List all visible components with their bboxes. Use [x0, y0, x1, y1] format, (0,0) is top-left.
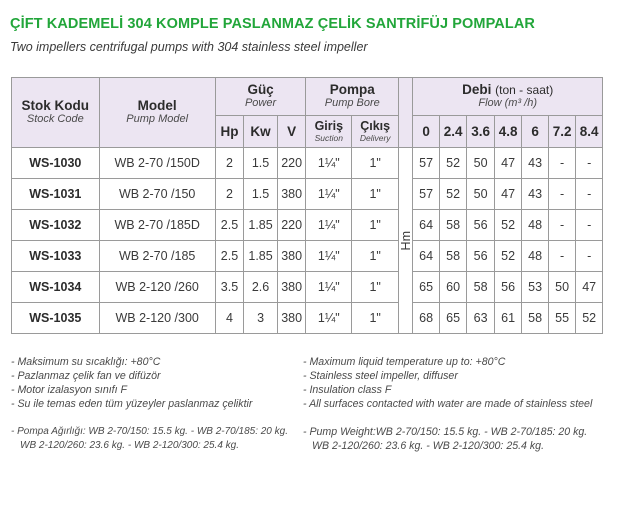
- stock-code-cell: WS-1030: [12, 148, 100, 179]
- table-row: [12, 179, 603, 210]
- flow-cell: 47: [494, 148, 522, 179]
- model-cell: WB 2-70 /150D: [99, 148, 215, 179]
- stock-code-cell: WS-1031: [12, 179, 100, 210]
- flow-cell: 60: [439, 272, 467, 303]
- hp-cell: 2: [215, 179, 244, 210]
- flow-cell: 63: [467, 303, 495, 334]
- table-row: [12, 303, 603, 334]
- inlet-cell: 1¼": [306, 241, 352, 272]
- header-stock-code: Stok Kodu Stock Code: [12, 78, 100, 148]
- flow-cell: -: [548, 210, 576, 241]
- voltage-cell: 380: [277, 303, 306, 334]
- hp-cell: 4: [215, 303, 244, 334]
- header-flow: Debi (ton - saat) Flow (m³ /h): [413, 78, 603, 116]
- hp-cell: 2.5: [215, 210, 244, 241]
- kw-cell: 2.6: [244, 272, 278, 303]
- flow-cell: 64: [413, 241, 439, 272]
- voltage-cell: 220: [277, 148, 306, 179]
- header-flow-3-6: 3.6: [467, 116, 495, 148]
- kw-cell: 1.5: [244, 179, 278, 210]
- pump-weight-en: [303, 425, 587, 453]
- table-row: [12, 241, 603, 272]
- flow-cell: -: [576, 241, 603, 272]
- inlet-cell: 1¼": [306, 179, 352, 210]
- header-kw: Kw: [244, 116, 278, 148]
- header-hp: Hp: [215, 116, 244, 148]
- flow-cell: 50: [467, 179, 495, 210]
- flow-cell: 48: [522, 210, 548, 241]
- voltage-cell: 380: [277, 241, 306, 272]
- flow-cell: 43: [522, 179, 548, 210]
- header-pump-bore: Pompa Pump Bore: [306, 78, 399, 116]
- kw-cell: 3: [244, 303, 278, 334]
- hp-cell: 2.5: [215, 241, 244, 272]
- header-model: Model Pump Model: [99, 78, 215, 148]
- stock-code-cell: WS-1034: [12, 272, 100, 303]
- flow-cell: -: [548, 241, 576, 272]
- stock-code-cell: WS-1032: [12, 210, 100, 241]
- hp-cell: 3.5: [215, 272, 244, 303]
- flow-cell: -: [576, 210, 603, 241]
- flow-cell: 58: [522, 303, 548, 334]
- header-flow-6: 6: [522, 116, 548, 148]
- flow-cell: 58: [439, 241, 467, 272]
- outlet-cell: 1": [352, 303, 399, 334]
- table-row: [12, 272, 603, 303]
- flow-cell: 64: [413, 210, 439, 241]
- note-item: - Pump Weight:WB 2-70/150: 15.5 kg. - WB 2-70/185: 20 kg.: [303, 426, 588, 438]
- header-flow-8-4: 8.4: [576, 116, 603, 148]
- flow-cell: -: [576, 179, 603, 210]
- flow-cell: 56: [467, 241, 495, 272]
- flow-cell: 55: [548, 303, 576, 334]
- flow-cell: 65: [413, 272, 439, 303]
- page-subtitle: Two impellers centrifugal pumps with 304 stainless steel impeller: [10, 40, 368, 54]
- outlet-cell: 1": [352, 210, 399, 241]
- flow-cell: 52: [576, 303, 603, 334]
- kw-cell: 1.85: [244, 210, 278, 241]
- flow-cell: 56: [467, 210, 495, 241]
- flow-cell: 52: [494, 210, 522, 241]
- note-item: - Pompa Ağırlığı: WB 2-70/150: 15.5 kg. - WB 2-70/185: 20 kg.: [11, 426, 288, 437]
- flow-cell: 56: [494, 272, 522, 303]
- stock-code-cell: WS-1033: [12, 241, 100, 272]
- model-cell: WB 2-70 /185D: [99, 210, 215, 241]
- flow-cell: 68: [413, 303, 439, 334]
- note-item: - Pazlanmaz çelik fan ve difüzör: [11, 370, 161, 382]
- header-spacer: [399, 78, 413, 148]
- outlet-cell: 1": [352, 272, 399, 303]
- hp-cell: 2: [215, 148, 244, 179]
- kw-cell: 1.85: [244, 241, 278, 272]
- flow-cell: 57: [413, 148, 439, 179]
- notes-english: [303, 355, 592, 411]
- note-item: - Maksimum su sıcaklığı: +80°C: [11, 356, 161, 368]
- notes-turkish: [11, 355, 252, 411]
- note-item: - Maximum liquid temperature up to: +80°C: [303, 356, 506, 368]
- flow-cell: 47: [494, 179, 522, 210]
- inlet-cell: 1¼": [306, 272, 352, 303]
- pump-spec-table: [11, 77, 603, 334]
- flow-cell: 52: [494, 241, 522, 272]
- model-cell: WB 2-70 /150: [99, 179, 215, 210]
- inlet-cell: 1¼": [306, 148, 352, 179]
- header-outlet: Çıkış Delivery: [352, 116, 399, 148]
- outlet-cell: 1": [352, 148, 399, 179]
- stock-code-cell: WS-1035: [12, 303, 100, 334]
- flow-cell: 57: [413, 179, 439, 210]
- flow-cell: 50: [548, 272, 576, 303]
- note-item: - Motor izalasyon sınıfı F: [11, 384, 127, 396]
- note-item: WB 2-120/260: 23.6 kg. - WB 2-120/300: 25.4 kg.: [20, 440, 240, 451]
- note-item: - Insulation class F: [303, 384, 392, 396]
- note-item: - Su ile temas eden tüm yüzeyler paslanmaz çeliktir: [11, 398, 253, 410]
- model-cell: WB 2-120 /300: [99, 303, 215, 334]
- flow-cell: -: [548, 179, 576, 210]
- flow-cell: 61: [494, 303, 522, 334]
- table-row: [12, 210, 603, 241]
- outlet-cell: 1": [352, 241, 399, 272]
- note-item: WB 2-120/260: 23.6 kg. - WB 2-120/300: 25.4 kg.: [312, 440, 545, 452]
- page-title: ÇİFT KADEMELİ 304 KOMPLE PASLANMAZ ÇELİK SANTRİFÜJ POMPALAR: [10, 16, 535, 32]
- flow-cell: 47: [576, 272, 603, 303]
- flow-cell: 52: [439, 179, 467, 210]
- voltage-cell: 380: [277, 179, 306, 210]
- header-inlet: Giriş Suction: [306, 116, 352, 148]
- model-cell: WB 2-70 /185: [99, 241, 215, 272]
- header-power: Güç Power: [215, 78, 306, 116]
- header-v: V: [277, 116, 306, 148]
- header-flow-2-4: 2.4: [439, 116, 467, 148]
- flow-cell: 58: [439, 210, 467, 241]
- header-flow-4-8: 4.8: [494, 116, 522, 148]
- voltage-cell: 220: [277, 210, 306, 241]
- flow-cell: 48: [522, 241, 548, 272]
- note-item: - Stainless steel impeller, diffuser: [303, 370, 458, 382]
- flow-cell: -: [576, 148, 603, 179]
- inlet-cell: 1¼": [306, 210, 352, 241]
- outlet-cell: 1": [352, 179, 399, 210]
- hm-label: Hm: [399, 148, 413, 334]
- flow-cell: -: [548, 148, 576, 179]
- model-cell: WB 2-120 /260: [99, 272, 215, 303]
- flow-cell: 50: [467, 148, 495, 179]
- table-row: [12, 148, 603, 179]
- note-item: - All surfaces contacted with water are made of stainless steel: [303, 398, 593, 410]
- pump-weight-tr: [11, 425, 288, 453]
- flow-cell: 43: [522, 148, 548, 179]
- flow-cell: 52: [439, 148, 467, 179]
- header-flow-0: 0: [413, 116, 439, 148]
- voltage-cell: 380: [277, 272, 306, 303]
- flow-cell: 53: [522, 272, 548, 303]
- header-flow-7-2: 7.2: [548, 116, 576, 148]
- flow-cell: 65: [439, 303, 467, 334]
- flow-cell: 58: [467, 272, 495, 303]
- inlet-cell: 1¼": [306, 303, 352, 334]
- kw-cell: 1.5: [244, 148, 278, 179]
